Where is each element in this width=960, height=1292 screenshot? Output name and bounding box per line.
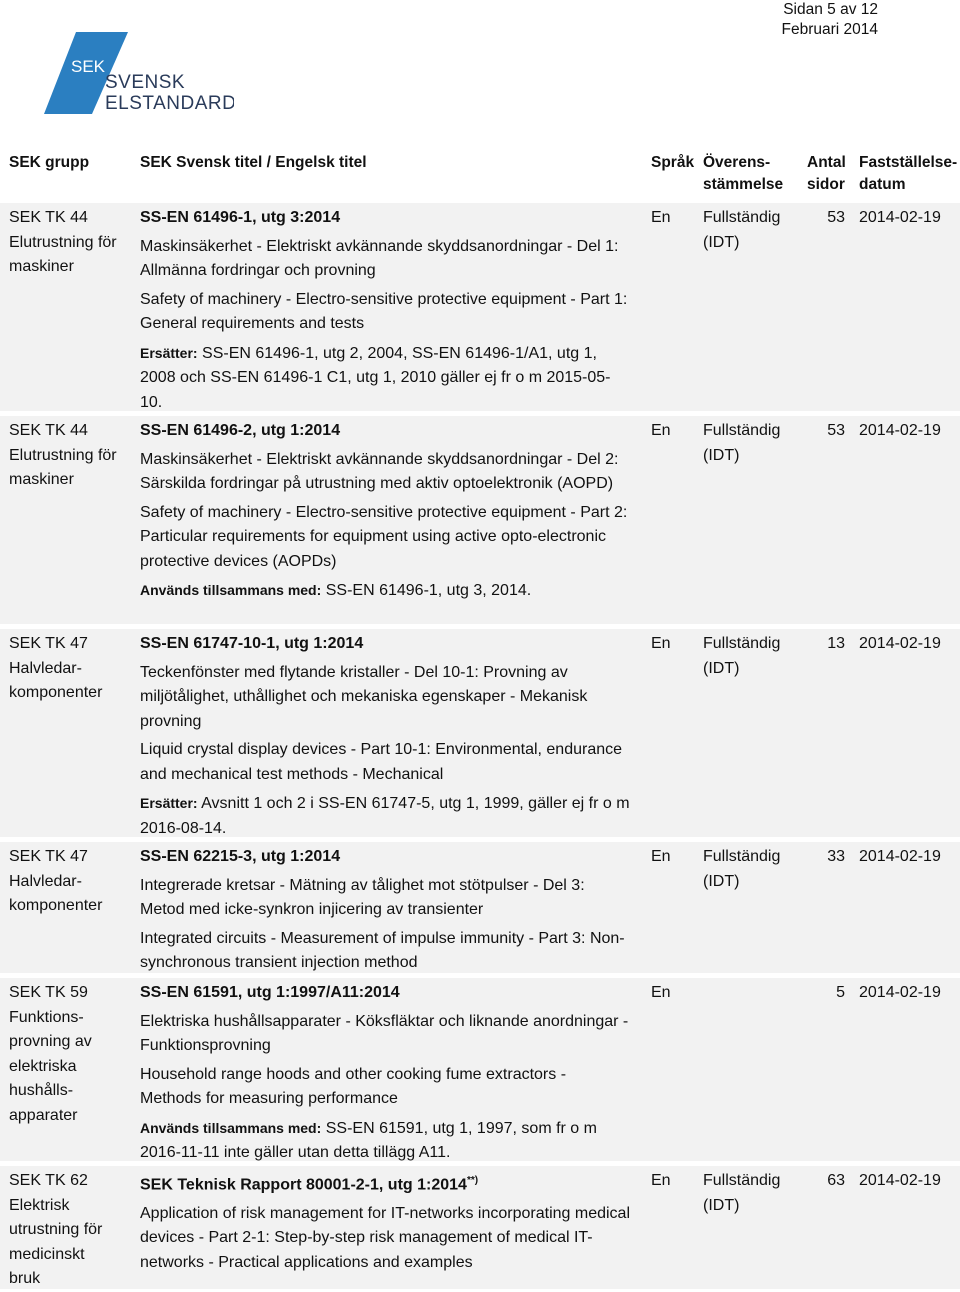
standard-id: SEK Teknisk Rapport 80001-2-1, utg 1:2014**): [140, 1175, 479, 1194]
agreement-cell: [703, 632, 803, 681]
date-cell: 2014-02-19: [859, 984, 941, 1001]
group-line: Funktions-: [9, 1008, 84, 1026]
title-cell: [140, 419, 630, 604]
note-label: Används tillsammans med:: [140, 1119, 322, 1136]
table-row: [0, 842, 960, 973]
note-label: Ersätter:: [140, 795, 198, 811]
note-label: Ersätter:: [140, 344, 198, 361]
title-cell: [140, 632, 630, 841]
group-line: Halvledar-: [9, 872, 82, 890]
agreement-cell: [703, 845, 803, 894]
page-info: [781, 0, 878, 40]
group-line: maskiner: [9, 471, 74, 488]
header-group: SEK grupp: [9, 154, 90, 171]
group-cell: [9, 845, 134, 919]
standard-id: SS-EN 61496-1, utg 3:2014: [140, 209, 341, 226]
swedish-title: Maskinsäkerhet - Elektriskt avkännande skyddsanordningar - Del 2: Särskilda fordringar på utrustning med aktiv optoelektronik (AOPD): [140, 450, 619, 492]
date-cell: 2014-02-19: [859, 1172, 941, 1189]
logo-line2: ELSTANDARD: [105, 93, 234, 114]
pages-cell: 53: [827, 209, 845, 226]
group-cell: [9, 981, 134, 1128]
group-line: provning av: [9, 1033, 92, 1050]
agreement-cell: [703, 419, 803, 468]
pages-cell: 53: [827, 422, 845, 439]
agreement-line: Fullständig: [703, 635, 781, 652]
group-line: SEK TK 44: [9, 422, 88, 439]
group-line: SEK TK 47: [9, 848, 88, 865]
agreement-line: Fullständig: [703, 422, 781, 439]
group-line: SEK TK 62: [9, 1172, 88, 1189]
group-line: apparater: [9, 1106, 78, 1124]
header-date: Fastställelse- datum: [859, 154, 958, 193]
date-cell: 2014-02-19: [859, 848, 941, 865]
group-line: Elutrustning för: [9, 233, 117, 251]
agreement-cell: [703, 1169, 803, 1218]
swedish-title: Elektriska hushållsapparater - Köksfläktar och liknande anordningar - Funktionsprovning: [140, 1012, 629, 1054]
standard-footnote: **): [466, 1175, 479, 1186]
language-cell: En: [651, 635, 671, 652]
agreement-line: (IDT): [703, 446, 740, 464]
page-number: Sidan 5 av 12: [783, 1, 878, 18]
group-line: SEK TK 59: [9, 984, 88, 1001]
title-cell: [140, 1169, 630, 1275]
agreement-line: Fullständig: [703, 1172, 781, 1189]
group-line: Elektrisk: [9, 1196, 70, 1214]
replacement-note: Används tillsammans med: SS-EN 61591, utg 1, 1997, som fr o m 2016-11-11 inte gäller utan detta tillägg A11.: [140, 1119, 597, 1161]
title-cell: [140, 981, 630, 1166]
header-agreement: Överens- stämmelse: [703, 154, 784, 193]
page-date: Februari 2014: [781, 21, 878, 38]
pages-cell: 63: [827, 1172, 845, 1189]
english-title: Safety of machinery - Electro-sensitive protective equipment - Part 2: Particular requirements for equipment using active opto-electronic protective devices (AOPDs): [140, 503, 628, 570]
header-title: SEK Svensk titel / Engelsk titel: [140, 154, 367, 171]
note-label: Används tillsammans med:: [140, 582, 322, 598]
replacement-note: Ersätter: Avsnitt 1 och 2 i SS-EN 61747-5, utg 1, 1999, gäller ej fr o m 2016-08-14.: [140, 795, 630, 837]
group-line: SEK TK 47: [9, 635, 88, 652]
agreement-line: (IDT): [703, 1196, 740, 1214]
header-lang: Språk: [651, 154, 695, 171]
group-line: komponenter: [9, 897, 103, 914]
table-row: [0, 416, 960, 624]
group-cell: [9, 206, 134, 280]
sek-logo: [44, 32, 234, 122]
table-row: [0, 629, 960, 837]
standard-id: SS-EN 61591, utg 1:1997/A11:2014: [140, 984, 400, 1001]
table-row: [0, 1166, 960, 1289]
agreement-line: Fullständig: [703, 209, 781, 226]
group-line: utrustning för: [9, 1221, 103, 1238]
swedish-title: Application of risk management for IT-networks incorporating medical devices - Part 2-1: Step-by-step risk management of medical IT-networks - Practical applications and examples: [140, 1204, 630, 1271]
logo-mark-icon: [44, 32, 234, 117]
standard-id: SS-EN 61747-10-1, utg 1:2014: [140, 635, 364, 652]
replacement-note: Ersätter: SS-EN 61496-1, utg 2, 2004, SS-EN 61496-1/A1, utg 1, 2008 och SS-EN 61496-1 C1, utg 1, 2010 gäller ej fr o m 2015-05-10.: [140, 344, 611, 411]
group-line: medicinskt: [9, 1245, 85, 1263]
agreement-line: Fullständig: [703, 848, 781, 865]
language-cell: En: [651, 984, 671, 1001]
english-title: Liquid crystal display devices - Part 10-1: Environmental, endurance and mechanical test methods - Mechanical: [140, 741, 623, 783]
title-cell: [140, 206, 630, 415]
group-line: Halvledar-: [9, 659, 82, 677]
language-cell: En: [651, 1172, 671, 1189]
logo-line1: SVENSK: [105, 72, 186, 93]
standard-id: SS-EN 62215-3, utg 1:2014: [140, 848, 341, 865]
language-cell: En: [651, 422, 671, 439]
header-pages: Antal sidor: [807, 154, 846, 193]
title-cell: [140, 845, 630, 976]
group-line: Elutrustning för: [9, 446, 117, 464]
pages-cell: 33: [827, 848, 845, 865]
standard-id: SS-EN 61496-2, utg 1:2014: [140, 422, 341, 439]
table-row: [0, 203, 960, 411]
swedish-title: Integrerade kretsar - Mätning av tålighet mot stötpulser - Del 3: Metod med icke-synkron injicering av transienter: [140, 876, 585, 918]
group-line: elektriska: [9, 1057, 77, 1075]
group-line: maskiner: [9, 258, 74, 275]
english-title: Integrated circuits - Measurement of impulse immunity - Part 3: Non-synchronous transient injection method: [140, 929, 625, 971]
table-header: [0, 152, 960, 200]
date-cell: 2014-02-19: [859, 635, 941, 652]
replacement-note: Används tillsammans med: SS-EN 61496-1, utg 3, 2014.: [140, 582, 532, 599]
language-cell: En: [651, 848, 671, 865]
english-title: Household range hoods and other cooking fume extractors - Methods for measuring performance: [140, 1065, 567, 1107]
english-title: Safety of machinery - Electro-sensitive protective equipment - Part 1: General requirements and tests: [140, 290, 628, 332]
group-line: hushålls-: [9, 1082, 74, 1099]
agreement-line: (IDT): [703, 872, 740, 890]
agreement-cell: [703, 206, 803, 255]
swedish-title: Teckenfönster med flytande kristaller - Del 10-1: Provning av miljötålighet, uthållighet och mekaniska egenskaper - Mekanisk provning: [140, 663, 588, 730]
logo-mark-text: SEK: [71, 57, 106, 76]
swedish-title: Maskinsäkerhet - Elektriskt avkännande skyddsanordningar - Del 1: Allmänna fordringar och provning: [140, 237, 619, 279]
pages-cell: 5: [836, 984, 845, 1001]
group-cell: [9, 1169, 134, 1292]
date-cell: 2014-02-19: [859, 209, 941, 226]
pages-cell: 13: [827, 635, 845, 652]
table-row: [0, 978, 960, 1161]
agreement-line: (IDT): [703, 659, 740, 677]
group-line: SEK TK 44: [9, 209, 88, 226]
group-cell: [9, 419, 134, 493]
language-cell: En: [651, 209, 671, 226]
group-line: bruk: [9, 1270, 41, 1287]
date-cell: 2014-02-19: [859, 422, 941, 439]
group-cell: [9, 632, 134, 706]
group-line: komponenter: [9, 684, 103, 701]
agreement-line: (IDT): [703, 233, 740, 251]
